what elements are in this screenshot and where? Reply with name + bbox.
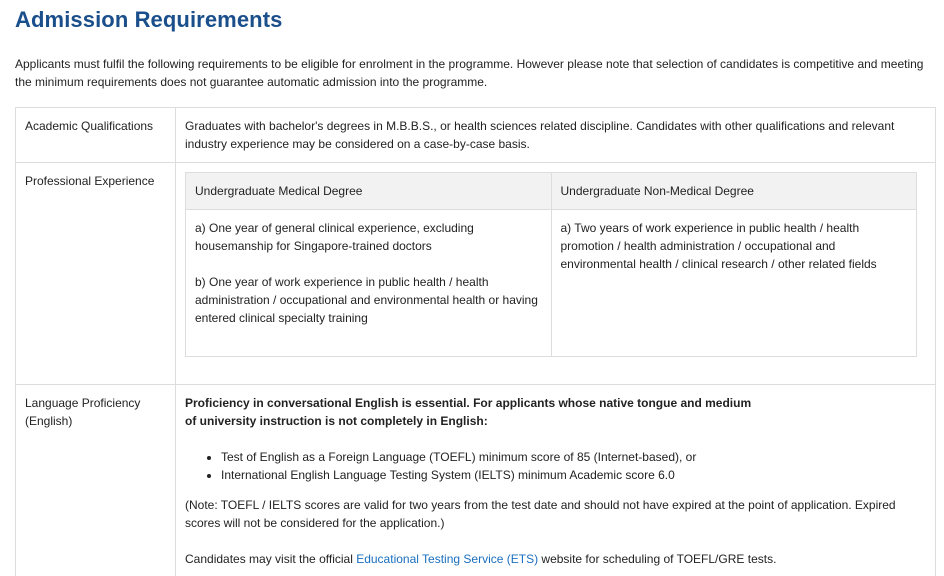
page-title: Admission Requirements xyxy=(15,7,283,32)
list-item-toefl: • Test of English as a Foreign Language (TOEFL) minimum score of 85 (Internet-based), or xyxy=(221,448,926,466)
ets-visit-suffix: website for scheduling of TOEFL/GRE tests. xyxy=(538,552,777,566)
professional-row xyxy=(16,163,936,385)
language-note: (Note: TOEFL / IELTS scores are valid for two years from the test date and should not have expired at the point of application. Expired scores will not be considered for the application.) xyxy=(185,498,896,530)
ets-visit-prefix: Candidates may visit the official xyxy=(185,552,357,566)
academic-label: Academic Qualifications xyxy=(16,108,176,163)
list-item-ielts: • International English Language Testing System (IELTS) minimum Academic score 6.0 xyxy=(221,466,926,484)
professional-content xyxy=(176,163,936,385)
medical-degree-header: Undergraduate Medical Degree xyxy=(186,173,552,210)
medical-requirement-b: b) One year of work experience in public health / health administration / occupational and environmental health or having entered clinical specialty training xyxy=(195,275,538,325)
non-medical-degree-header: Undergraduate Non-Medical Degree xyxy=(551,173,917,210)
medical-requirement-a: a) One year of general clinical experience, excluding housemanship for Singapore-trained doctors xyxy=(195,221,474,253)
non-medical-degree-cell xyxy=(551,210,917,357)
non-medical-requirement-a: a) Two years of work experience in public health / health promotion / health administration / occupational and environmental health / clinical research / other related fields xyxy=(560,221,877,271)
language-label: Language Proficiency (English) xyxy=(16,385,176,576)
academic-row xyxy=(16,108,936,163)
language-row xyxy=(16,385,936,576)
academic-text: Graduates with bachelor's degrees in M.B.B.S., or health sciences related discipline. Candidates with other qualifications and relevant industry experience may be considered on a case-by-case basis. xyxy=(176,108,936,163)
page-content xyxy=(15,0,927,566)
language-lead-line-2: of university instruction is not completely in English: xyxy=(185,414,488,428)
language-content xyxy=(176,385,936,576)
requirements-table xyxy=(15,107,936,576)
ets-visit-line xyxy=(185,550,926,568)
professional-label: Professional Experience xyxy=(16,163,176,385)
experience-subtable xyxy=(185,172,917,357)
ets-link[interactable]: Educational Testing Service (ETS) xyxy=(356,552,539,566)
language-lead-line-1: Proficiency in conversational English is essential. For applicants whose native tongue and medium xyxy=(185,396,752,410)
medical-degree-cell xyxy=(186,210,552,357)
intro-paragraph: Applicants must fulfil the following requirements to be eligible for enrolment in the programme. However please note that selection of candidates is competitive and meeting the minimum requirements does not guarantee automatic admission into the programme. xyxy=(15,57,924,89)
language-test-list xyxy=(185,448,926,484)
